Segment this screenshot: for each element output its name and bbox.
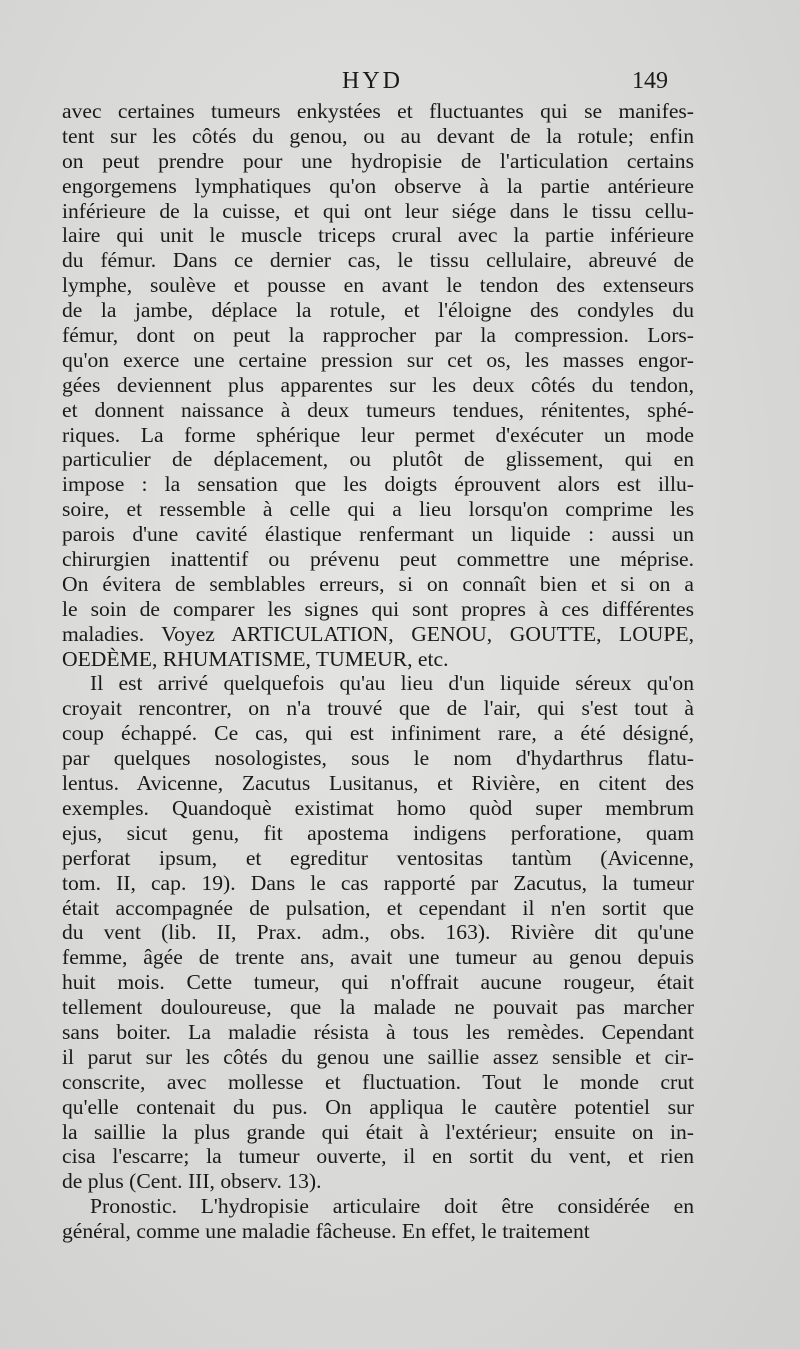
paragraph-air-in-joint bbox=[62, 671, 694, 1194]
text-line: OEDÈME, RHUMATISME, TUMEUR, etc. bbox=[62, 646, 449, 671]
text-line: avec certaines tumeurs enkystées et fluctuantes qui se manifes- bbox=[62, 99, 694, 123]
paragraph-prognosis bbox=[62, 1194, 694, 1244]
text-line: inférieure de la cuisse, et qui ont leur siége dans le tissu cellu- bbox=[62, 198, 694, 223]
text-line: femme, âgée de trente ans, avait une tumeur au genou depuis bbox=[62, 945, 694, 970]
text-line: cisa l'escarre; la tumeur ouverte, il en sortit du vent, et rien bbox=[62, 1144, 694, 1169]
text-line: fémur, dont on peut la rapprocher par la compression. Lors- bbox=[62, 323, 694, 348]
paragraph-differential-diagnosis bbox=[62, 99, 694, 671]
text-line: Il est arrivé quelquefois qu'au lieu d'un liquide séreux qu'on bbox=[90, 671, 694, 696]
text-line: maladies. Voyez ARTICULATION, GENOU, GOUTTE, LOUPE, bbox=[62, 621, 694, 646]
text-line: On évitera de semblables erreurs, si on connaît bien et si on a bbox=[62, 571, 694, 596]
text-line: on peut prendre pour une hydropisie de l'articulation certains bbox=[62, 148, 694, 173]
text-line: perforat ipsum, et egreditur ventositas tantùm (Avicenne, bbox=[62, 845, 694, 870]
text-line: riques. La forme sphérique leur permet d'exécuter un mode bbox=[62, 422, 694, 447]
text-line: du vent (lib. II, Prax. adm., obs. 163). Rivière dit qu'une bbox=[62, 920, 694, 945]
text-line: par quelques nosologistes, sous le nom d'hydarthrus flatu- bbox=[62, 746, 694, 771]
text-line: il parut sur les côtés du genou une saillie assez sensible et cir- bbox=[62, 1044, 694, 1069]
text-line: général, comme une maladie fâcheuse. En effet, le traitement bbox=[62, 1219, 590, 1244]
text-line: de plus (Cent. III, observ. 13). bbox=[62, 1169, 322, 1194]
running-head: HYD bbox=[342, 68, 403, 94]
text-line: impose : la sensation que les doigts éprouvent alors est illu- bbox=[62, 472, 694, 497]
page-header bbox=[0, 64, 800, 104]
text-line: du fémur. Dans ce dernier cas, le tissu cellulaire, abreuvé de bbox=[62, 248, 694, 273]
text-line: le soin de comparer les signes qui sont propres à ces différentes bbox=[62, 596, 694, 621]
body-text bbox=[62, 99, 694, 1244]
text-line: qu'on exerce une certaine pression sur cet os, les masses engor- bbox=[62, 347, 694, 372]
text-line: tent sur les côtés du genou, ou au devant de la rotule; enfin bbox=[62, 123, 694, 148]
text-line: huit mois. Cette tumeur, qui n'offrait aucune rougeur, était bbox=[62, 970, 694, 995]
text-line: exemples. Quandoquè existimat homo quòd super membrum bbox=[62, 795, 694, 820]
text-line: conscrite, avec mollesse et fluctuation. Tout le monde crut bbox=[62, 1069, 694, 1094]
text-line: lymphe, soulève et pousse en avant le tendon des extenseurs bbox=[62, 273, 694, 298]
text-line: lentus. Avicenne, Zacutus Lusitanus, et Rivière, en citent des bbox=[62, 771, 694, 796]
text-line: ejus, sicut genu, fit apostema indigens perforatione, quam bbox=[62, 820, 694, 845]
text-line: qu'elle contenait du pus. On appliqua le cautère potentiel sur bbox=[62, 1094, 694, 1119]
text-line: engorgemens lymphatiques qu'on observe à la partie antérieure bbox=[62, 173, 694, 198]
text-line: était accompagnée de pulsation, et cependant il n'en sortit que bbox=[62, 895, 694, 920]
text-line: particulier de déplacement, ou plutôt de glissement, qui en bbox=[62, 447, 694, 472]
text-line: chirurgien inattentif ou prévenu peut commettre une méprise. bbox=[62, 547, 694, 572]
text-line: parois d'une cavité élastique renfermant un liquide : aussi un bbox=[62, 522, 694, 547]
text-line: Pronostic. L'hydropisie articulaire doit être considérée en bbox=[90, 1194, 694, 1219]
text-line: tom. II, cap. 19). Dans le cas rapporté par Zacutus, la tumeur bbox=[62, 870, 694, 895]
text-line: la saillie la plus grande qui était à l'extérieur; ensuite on in- bbox=[62, 1119, 694, 1144]
text-line: tellement douloureuse, que la malade ne pouvait pas marcher bbox=[62, 995, 694, 1020]
text-line: coup échappé. Ce cas, qui est infiniment rare, a été désigné, bbox=[62, 721, 694, 746]
text-line: soire, et ressemble à celle qui a lieu lorsqu'on comprime les bbox=[62, 497, 694, 522]
text-line: de la jambe, déplace la rotule, et l'éloigne des condyles du bbox=[62, 298, 694, 323]
text-line: sans boiter. La maladie résista à tous les remèdes. Cependant bbox=[62, 1019, 694, 1044]
text-line: gées deviennent plus apparentes sur les deux côtés du tendon, bbox=[62, 372, 694, 397]
text-line: croyait rencontrer, on n'a trouvé que de l'air, qui s'est tout à bbox=[62, 696, 694, 721]
page-number: 149 bbox=[632, 68, 668, 94]
text-line: et donnent naissance à deux tumeurs tendues, rénitentes, sphé- bbox=[62, 397, 694, 422]
text-line: laire qui unit le muscle triceps crural avec la partie inférieure bbox=[62, 223, 694, 248]
